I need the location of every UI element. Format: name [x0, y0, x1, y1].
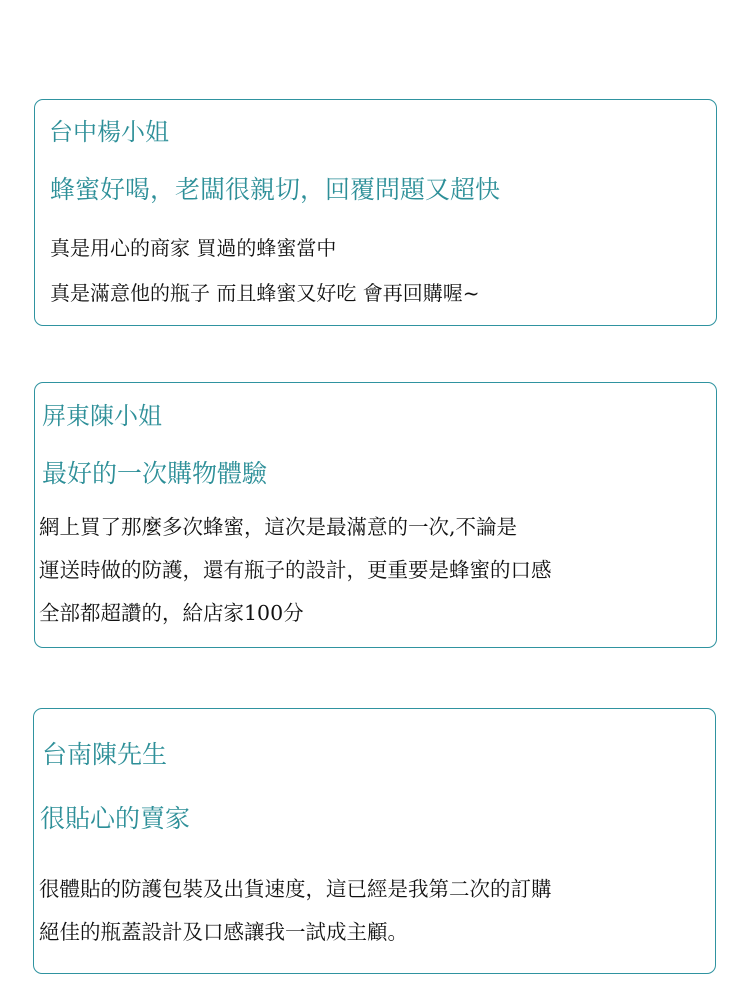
review-text-line: 網上買了那麼多次蜂蜜，這次是最滿意的一次,不論是 [39, 515, 518, 539]
reviewer-name: 屏東陳小姐 [42, 402, 162, 430]
review-headline: 蜂蜜好喝，老闆很親切，回覆問題又超快 [50, 175, 501, 204]
review-text-line: 運送時做的防護，還有瓶子的設計，更重要是蜂蜜的口感 [39, 558, 552, 582]
reviewer-name: 台中楊小姐 [49, 118, 169, 146]
review-text-line: 絕佳的瓶蓋設計及口感讓我一試成主顧。 [39, 920, 408, 944]
review-card-tainan [33, 708, 716, 974]
review-text-line: 全部都超讚的，給店家100分 [39, 601, 304, 625]
review-headline: 最好的一次購物體驗 [42, 459, 268, 488]
review-text-line: 很體貼的防護包裝及出貨速度，這已經是我第二次的訂購 [39, 877, 552, 901]
review-text-line: 真是滿意他的瓶子 而且蜂蜜又好吃 會再回購喔~ [50, 281, 480, 305]
reviewer-name: 台南陳先生 [42, 740, 168, 769]
review-headline: 很貼心的賣家 [40, 804, 191, 833]
review-text-line: 真是用心的商家 買過的蜂蜜當中 [50, 236, 337, 260]
review-card-taichung [34, 99, 717, 326]
review-card-pingtung [34, 382, 717, 648]
